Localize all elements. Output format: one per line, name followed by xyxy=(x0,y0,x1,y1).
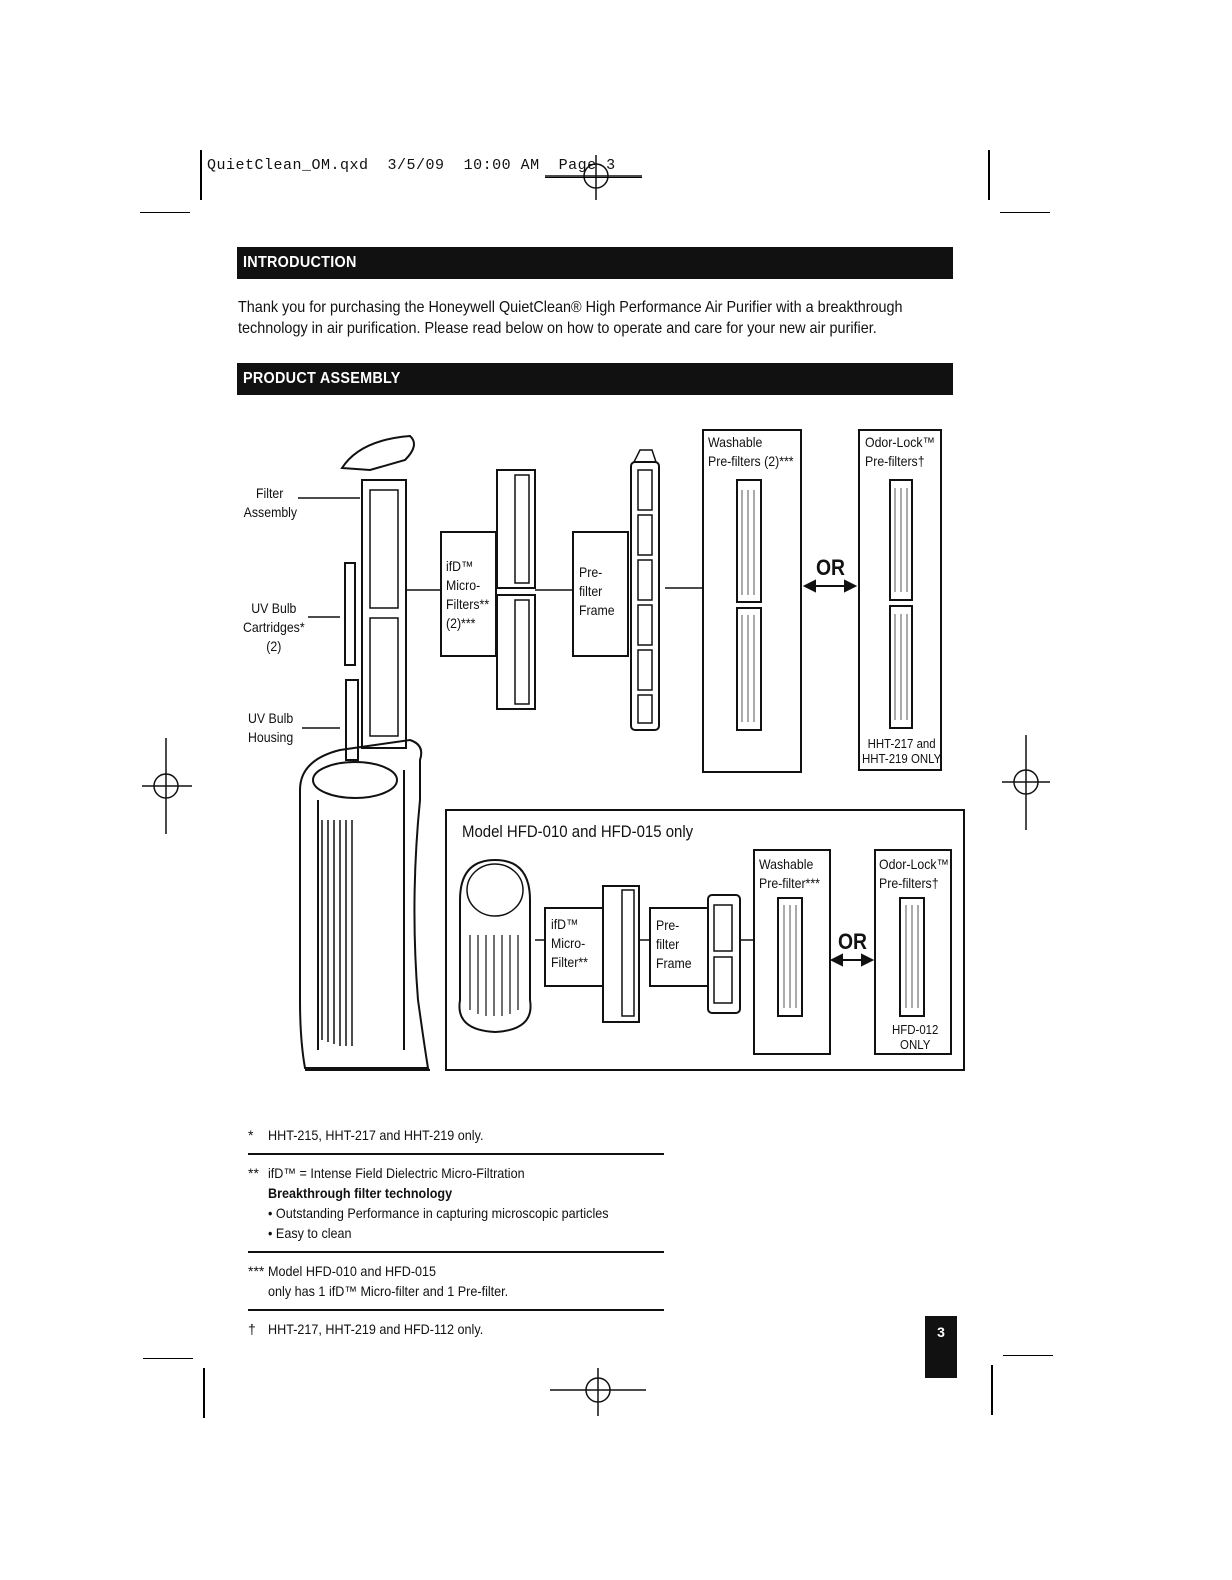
washable-prefilter-2 xyxy=(737,608,761,730)
label-or: OR xyxy=(816,555,846,580)
label-model-odor-lock: Odor-Lock™ Pre-filters† xyxy=(879,856,949,891)
label-model-washable: Washable Pre-filter*** xyxy=(759,856,820,891)
label-prefilter-frame: Pre- filter Frame xyxy=(579,564,615,618)
intro-line-2: technology in air purification. Please read below on how to operate and care for your new air purifier. xyxy=(238,320,877,337)
footnote-1-text: HHT-215, HHT-217 and HHT-219 only. xyxy=(268,1127,484,1143)
label-uv-bulb-cartridges: UV Bulb Cartridges* (2) xyxy=(243,600,305,654)
model-prefilter-frame-drawing xyxy=(708,895,740,1013)
footnote-divider-3 xyxy=(248,1309,664,1311)
label-model-title: Model HFD-010 and HFD-015 only xyxy=(462,822,694,841)
footnote-3 xyxy=(248,1259,668,1307)
page-number-tab xyxy=(925,1316,957,1378)
purifier-grille xyxy=(322,820,352,1046)
footnote-2-mark: ** xyxy=(248,1165,259,1181)
label-washable-prefilters: Washable Pre-filters (2)*** xyxy=(708,434,794,469)
footnote-divider-2 xyxy=(248,1251,664,1253)
footnote-1 xyxy=(248,1123,668,1151)
footnote-4-mark: † xyxy=(248,1321,256,1337)
label-model-prefilter-frame: Pre- filter Frame xyxy=(656,917,692,971)
label-uv-bulb-housing: UV Bulb Housing xyxy=(248,710,294,745)
introduction-header: INTRODUCTION xyxy=(237,247,953,279)
label-model-or: OR xyxy=(838,929,868,954)
slug-file: QuietClean_OM.qxd xyxy=(207,157,369,174)
filter-assembly-drawing xyxy=(362,480,406,748)
footnote-3-line-2: only has 1 ifD™ Micro-filter and 1 Pre-filter. xyxy=(268,1283,509,1299)
footnote-2-bullet-1: • Outstanding Performance in capturing microscopic particles xyxy=(268,1205,609,1221)
footnote-2-line-2: Breakthrough filter technology xyxy=(268,1185,453,1201)
footnote-4-text: HHT-217, HHT-219 and HFD-112 only. xyxy=(268,1321,484,1337)
filter-assembly-handle xyxy=(342,436,414,470)
purifier-top-opening xyxy=(313,762,397,798)
label-filter-assembly: Filter Assembly xyxy=(243,485,298,520)
footnote-2-line-1: ifD™ = Intense Field Dielectric Micro-Filtration xyxy=(268,1165,525,1181)
washable-prefilter-1 xyxy=(737,480,761,602)
footnote-1-mark: * xyxy=(248,1127,254,1143)
footnote-4 xyxy=(248,1317,668,1345)
footnote-2-bullet-2: • Easy to clean xyxy=(268,1225,352,1241)
intro-line-1: Thank you for purchasing the Honeywell QuietClean® High Performance Air Purifier with a breakthrough xyxy=(238,299,903,316)
slug-page: Page 3 xyxy=(558,157,616,174)
label-model-ifd-filter: ifD™ Micro- Filter** xyxy=(551,916,588,970)
uv-bulb-cartridge-drawing xyxy=(345,563,355,665)
footnote-3-line-1: Model HFD-010 and HFD-015 xyxy=(268,1263,437,1279)
page-number: 3 xyxy=(937,1324,945,1340)
footnotes xyxy=(248,1123,668,1345)
footnote-3-mark: *** xyxy=(248,1263,265,1279)
label-odor-lock: Odor-Lock™ Pre-filters† xyxy=(865,434,935,469)
purifier-base-inner xyxy=(318,770,404,1050)
footnote-2 xyxy=(248,1161,668,1249)
label-ifd-filters: ifD™ Micro- Filters** (2)*** xyxy=(446,558,490,631)
slug-date: 3/5/09 xyxy=(387,157,445,174)
slug-time: 10:00 AM xyxy=(463,157,540,174)
footnote-divider-1 xyxy=(248,1153,664,1155)
label-model-odor-lock-note: HFD-012 ONLY xyxy=(892,1022,939,1052)
label-odor-lock-note: HHT-217 and HHT-219 ONLY xyxy=(862,736,942,766)
product-assembly-header: PRODUCT ASSEMBLY xyxy=(237,363,953,395)
